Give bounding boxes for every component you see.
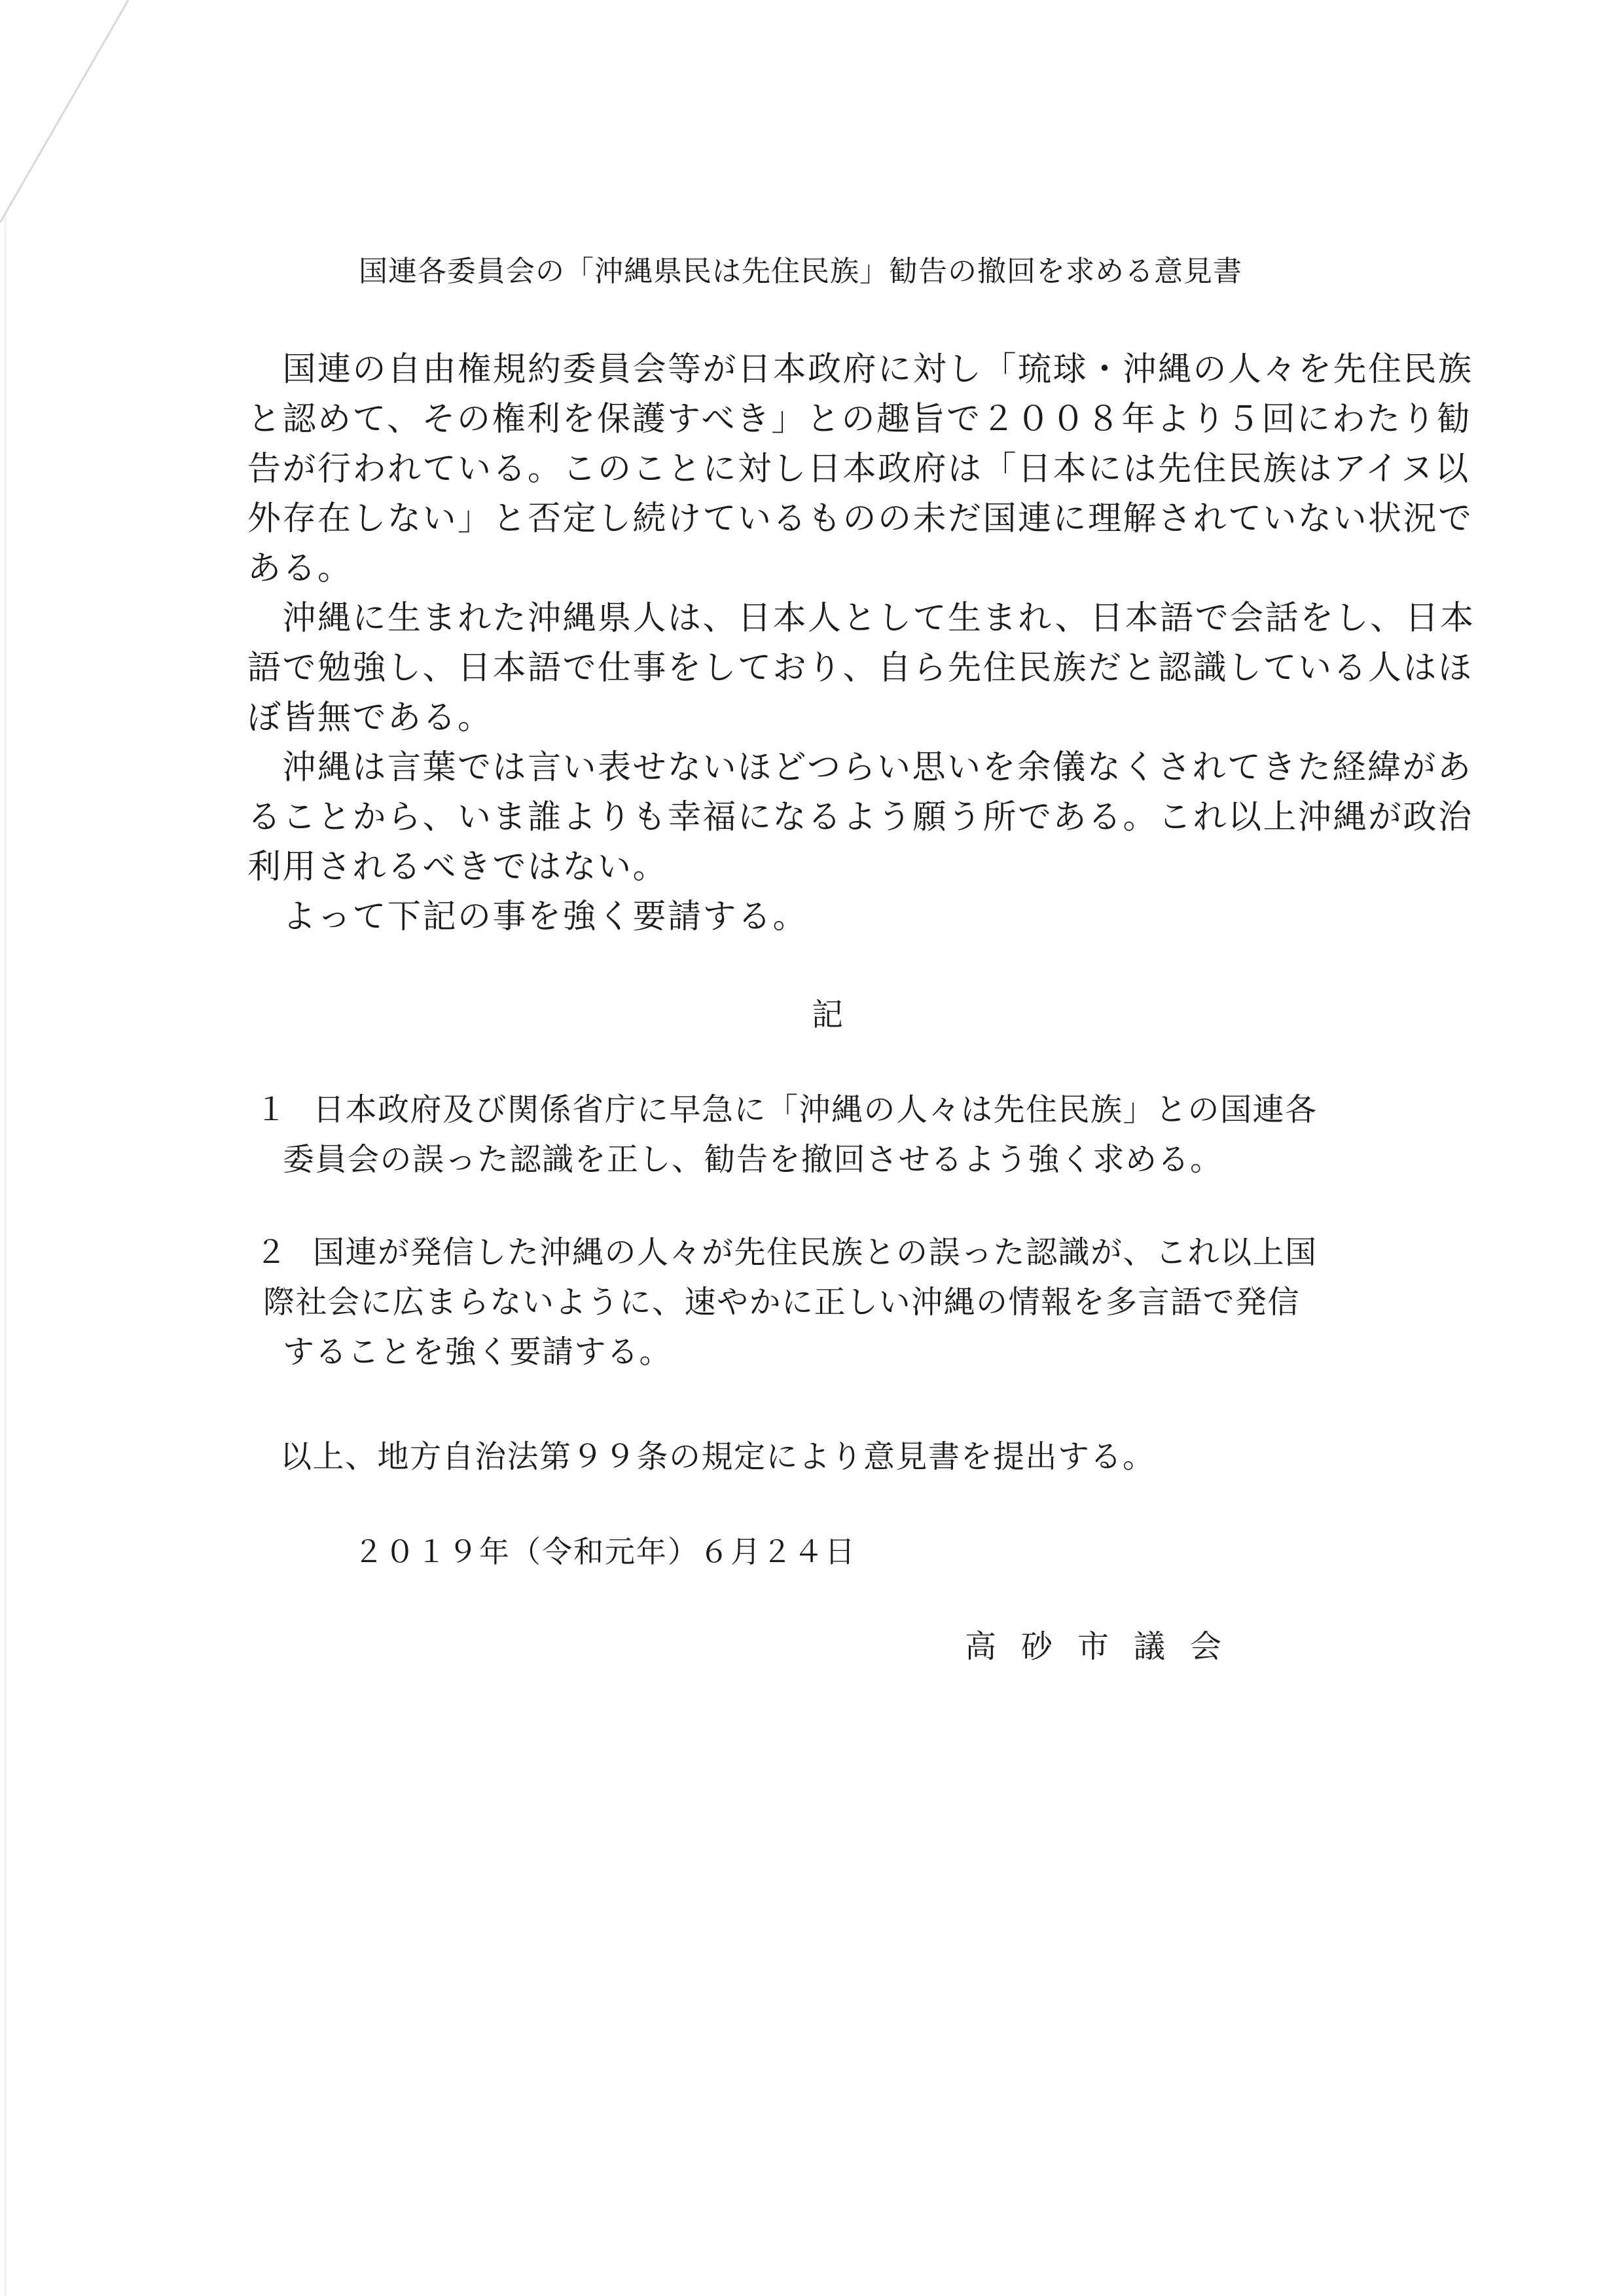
body-line: 沖縄は言葉では言い表せないほどつらい思いを余儀なくされてきた経緯があ [247,748,1473,787]
body-line: ることから、いま誰よりも幸福になるよう願う所である。これ以上沖縄が政治 [247,798,1473,837]
document-date: ２０１９年（令和元年）６月２４日 [353,1534,856,1569]
ki-heading: 記 [812,996,844,1033]
body-line: ぼ皆無である。 [247,699,493,737]
body-line: 国連の自由権規約委員会等が日本政府に対し「琉球・沖縄の人々を先住民族 [247,350,1473,389]
item-line: 委員会の誤った認識を正し、勧告を撤回させるよう強く求める。 [283,1141,1223,1178]
body-line: よって下記の事を強く要請する。 [247,898,808,936]
body-line: 沖縄に生まれた沖縄県人は、日本人として生まれ、日本語で会話をし、日本 [247,599,1475,638]
closing-statement: 以上、地方自治法第９９条の規定により意見書を提出する。 [280,1438,1155,1475]
body-line: 利用されるべきではない。 [247,848,668,886]
body-line: 語で勉強し、日本語で仕事をしており、自ら先住民族だと認識している人はほ [247,649,1473,687]
item-line: することを強く要請する。 [283,1334,672,1370]
body-line: ある。 [247,549,353,588]
item-line: 日本政府及び関係省庁に早急に「沖縄の人々は先住民族」との国連各 [313,1091,1318,1128]
body-line: と認めて、その権利を保護すべき」との趣旨で２００８年より５回にわたり勧 [247,400,1472,439]
item-line: 際社会に広まらないように、速やかに正しい沖縄の情報を多言語で発信 [263,1284,1301,1321]
item-number: １ [255,1091,287,1128]
body-line: 告が行われている。このことに対し日本政府は「日本には先住民族はアイヌ以 [247,450,1470,488]
body-line: 外存在しない」と否定し続けているものの未だ国連に理解されていない状況で [247,500,1473,538]
item-number: ２ [255,1234,287,1271]
document-title: 国連各委員会の「沖縄県民は先住民族」勧告の撤回を求める意見書 [359,255,1242,288]
signatory: 高砂市議会 [965,1628,1247,1665]
item-line: 国連が発信した沖縄の人々が先住民族との誤った認識が、これ以上国 [313,1234,1318,1271]
